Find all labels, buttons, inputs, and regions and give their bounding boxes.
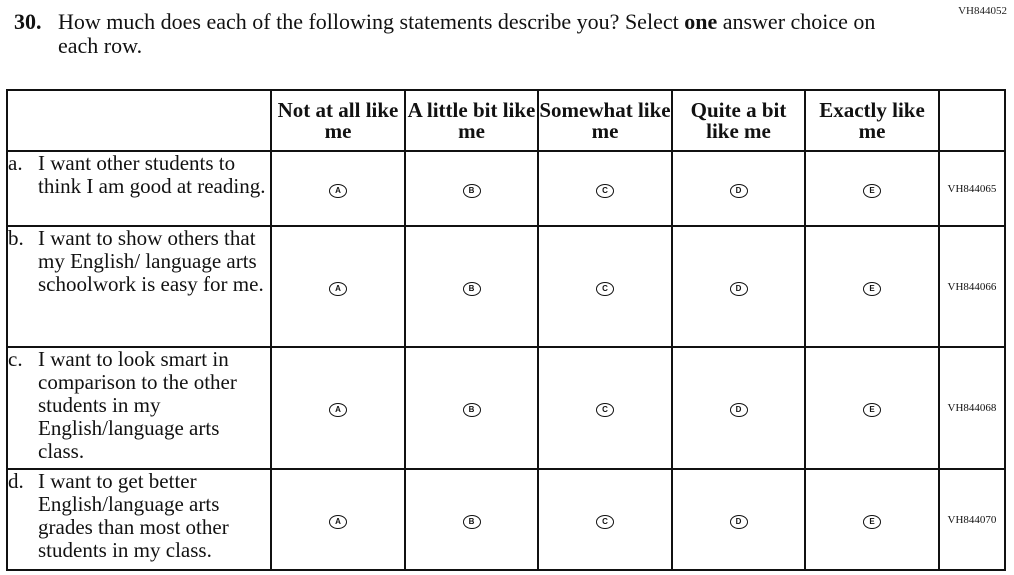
statement-row-a bbox=[7, 151, 1005, 226]
answer-bubble-b[interactable]: B bbox=[463, 184, 481, 198]
statement-text: I want to look smart in comparison to the other students in my English/language arts class. bbox=[38, 347, 237, 463]
option-cell[interactable] bbox=[271, 469, 405, 570]
statement-cell bbox=[7, 226, 271, 347]
statement-cell bbox=[7, 469, 271, 570]
answer-bubble-a[interactable]: A bbox=[329, 515, 347, 529]
statement-letter: b. bbox=[8, 226, 24, 250]
answer-bubble-b[interactable]: B bbox=[463, 282, 481, 296]
answer-bubble-c[interactable]: C bbox=[596, 515, 614, 529]
header-blank-cell bbox=[7, 90, 271, 151]
answer-bubble-e[interactable]: E bbox=[863, 515, 881, 529]
option-cell[interactable] bbox=[672, 226, 805, 347]
question-text-part2: answer choice on each row. bbox=[58, 9, 876, 58]
response-grid bbox=[6, 89, 1006, 571]
statement-letter: c. bbox=[8, 347, 23, 371]
option-cell[interactable] bbox=[672, 469, 805, 570]
option-cell[interactable] bbox=[805, 347, 939, 469]
option-cell[interactable] bbox=[538, 151, 672, 226]
header-id-cell bbox=[939, 90, 1005, 151]
question-text-part1: How much does each of the following statements describe you? Select bbox=[58, 9, 685, 34]
option-cell[interactable] bbox=[405, 347, 538, 469]
statement-letter: a. bbox=[8, 151, 23, 175]
option-cell[interactable] bbox=[405, 469, 538, 570]
answer-bubble-d[interactable]: D bbox=[730, 282, 748, 296]
option-cell[interactable] bbox=[405, 151, 538, 226]
answer-bubble-e[interactable]: E bbox=[863, 282, 881, 296]
row-item-id: VH844070 bbox=[939, 469, 1005, 570]
option-cell[interactable] bbox=[805, 469, 939, 570]
option-cell[interactable] bbox=[805, 151, 939, 226]
answer-bubble-a[interactable]: A bbox=[329, 184, 347, 198]
option-cell[interactable] bbox=[271, 151, 405, 226]
statement-cell bbox=[7, 347, 271, 469]
answer-bubble-d[interactable]: D bbox=[730, 403, 748, 417]
statement-row-c bbox=[7, 347, 1005, 469]
column-header-little-bit: A little bit like me bbox=[405, 90, 538, 151]
statement-text: I want other students to think I am good at reading. bbox=[38, 151, 266, 198]
answer-bubble-e[interactable]: E bbox=[863, 184, 881, 198]
option-cell[interactable] bbox=[271, 347, 405, 469]
answer-bubble-d[interactable]: D bbox=[730, 184, 748, 198]
row-item-id: VH844065 bbox=[939, 151, 1005, 226]
option-cell[interactable] bbox=[538, 347, 672, 469]
statement-text: I want to get better English/language arts grades than most other students in my class. bbox=[38, 469, 229, 562]
question-text bbox=[58, 10, 904, 58]
statement-row-d bbox=[7, 469, 1005, 570]
column-header-somewhat: Somewhat like me bbox=[538, 90, 672, 151]
answer-bubble-d[interactable]: D bbox=[730, 515, 748, 529]
question-number: 30. bbox=[14, 9, 42, 34]
option-cell[interactable] bbox=[805, 226, 939, 347]
row-item-id: VH844068 bbox=[939, 347, 1005, 469]
statement-row-b bbox=[7, 226, 1005, 347]
column-header-quite-a-bit: Quite a bit like me bbox=[672, 90, 805, 151]
statement-cell bbox=[7, 151, 271, 226]
answer-bubble-a[interactable]: A bbox=[329, 282, 347, 296]
option-cell[interactable] bbox=[538, 469, 672, 570]
answer-bubble-c[interactable]: C bbox=[596, 403, 614, 417]
page-item-id: VH844052 bbox=[958, 5, 1007, 17]
question-text-emphasis: one bbox=[684, 9, 718, 34]
answer-bubble-c[interactable]: C bbox=[596, 282, 614, 296]
header-row bbox=[7, 90, 1005, 151]
answer-bubble-b[interactable]: B bbox=[463, 403, 481, 417]
option-cell[interactable] bbox=[405, 226, 538, 347]
column-header-not-at-all: Not at all like me bbox=[271, 90, 405, 151]
answer-bubble-a[interactable]: A bbox=[329, 403, 347, 417]
answer-bubble-e[interactable]: E bbox=[863, 403, 881, 417]
option-cell[interactable] bbox=[672, 347, 805, 469]
answer-bubble-c[interactable]: C bbox=[596, 184, 614, 198]
question-prompt bbox=[14, 10, 904, 58]
option-cell[interactable] bbox=[672, 151, 805, 226]
option-cell[interactable] bbox=[538, 226, 672, 347]
statement-letter: d. bbox=[8, 469, 24, 493]
answer-bubble-b[interactable]: B bbox=[463, 515, 481, 529]
statement-text: I want to show others that my English/ language arts schoolwork is easy for me. bbox=[38, 226, 264, 296]
option-cell[interactable] bbox=[271, 226, 405, 347]
row-item-id: VH844066 bbox=[939, 226, 1005, 347]
column-header-exactly: Exactly like me bbox=[805, 90, 939, 151]
